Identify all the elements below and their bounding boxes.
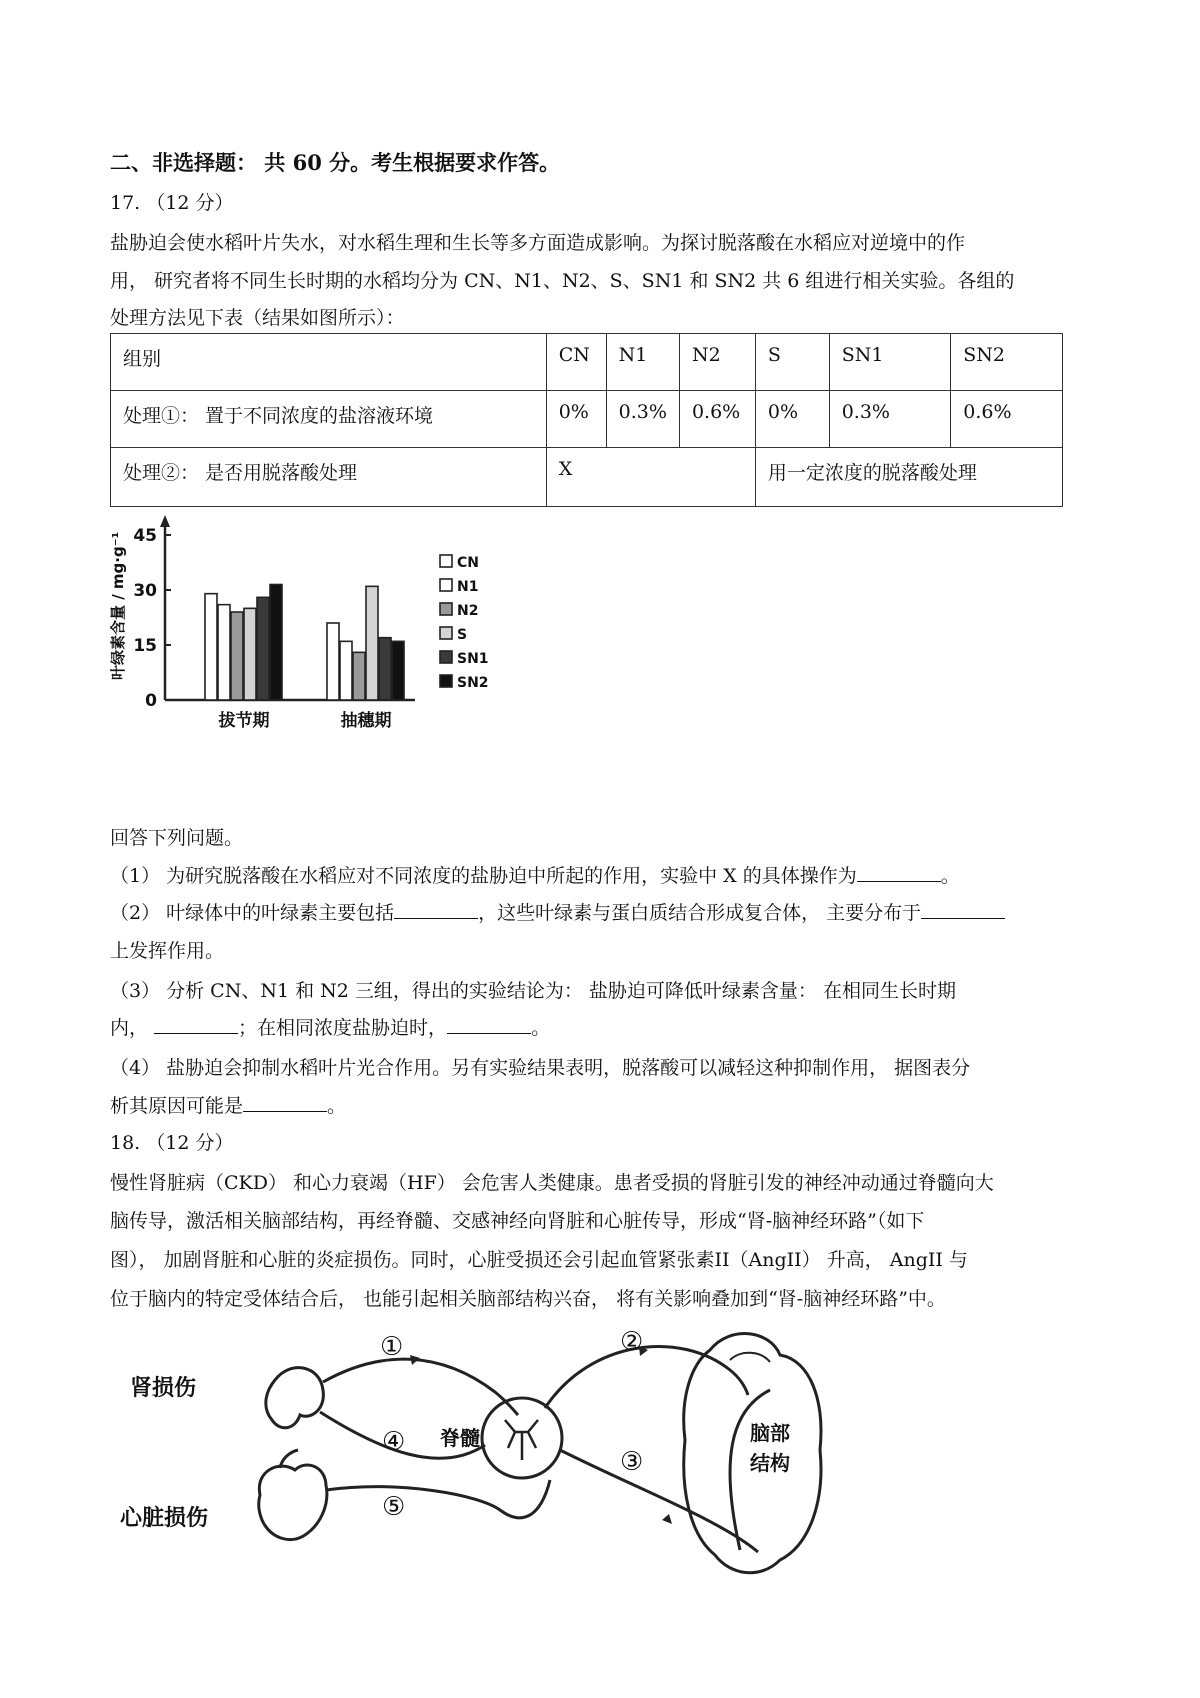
chlorophyll-bar-chart — [105, 515, 545, 805]
bar-S-1 — [366, 586, 378, 700]
y-axis-label: 叶绿素含量 / mg·g⁻¹ — [109, 531, 127, 680]
table-cell: 0% — [755, 391, 829, 448]
q17-intro-1: 盐胁迫会使水稻叶片失水，对水稻生理和生长等多方面造成影响。为探讨脱落酸在水稻应对逆境中的作 — [110, 232, 966, 254]
legend-label-SN1: SN1 — [457, 651, 489, 667]
path-label-4: ④ — [382, 1427, 406, 1457]
q17-intro-2: 用， 研究者将不同生长时期的水稻均分为 CN、N1、N2、S、SN1 和 SN2 共 6 组进行相关实验。各组的 — [110, 270, 1015, 292]
table-cell: 处理①： 置于不同浓度的盐溶液环境 — [111, 391, 547, 448]
question-2-cont: 上发挥作用。 — [110, 940, 225, 962]
table-cell: CN — [546, 334, 606, 391]
brain-label-1: 脑部 — [750, 1421, 790, 1445]
legend-swatch-CN — [440, 555, 452, 567]
answer-blank[interactable] — [921, 900, 1005, 919]
q17-intro-3: 处理方法见下表（结果如图所示）： — [110, 307, 405, 329]
table-row — [111, 334, 1063, 391]
question-text: ，这些叶绿素与蛋白质结合形成复合体， 主要分布于 — [478, 902, 922, 924]
bar-CN-0 — [205, 594, 217, 700]
table-cell: S — [755, 334, 829, 391]
path-label-5: ⑤ — [382, 1492, 406, 1522]
table-row — [111, 391, 1063, 448]
question-text: （2） 叶绿体中的叶绿素主要包括 — [110, 902, 395, 924]
y-axis-arrow — [160, 515, 170, 527]
table-cell: SN1 — [829, 334, 951, 391]
q18-number: 18. （12 分） — [110, 1132, 234, 1154]
table-cell: X — [546, 448, 755, 507]
answer-blank[interactable] — [447, 1015, 531, 1034]
q18-text-3: 图）， 加剧肾脏和心脏的炎症损伤。同时，心脏受损还会引起血管紧张素II（AngII） 升高， AngII 与 — [110, 1249, 968, 1271]
bar-SN2-0 — [270, 585, 282, 701]
kidney-label: 肾损伤 — [130, 1376, 197, 1401]
question-text: 析其原因可能是 — [110, 1095, 244, 1117]
question-4: （4） 盐胁迫会抑制水稻叶片光合作用。另有实验结果表明，脱落酸可以减轻这种抑制作用， 据图表分 — [110, 1057, 971, 1079]
bar-N2-1 — [353, 652, 365, 700]
y-tick-label: 0 — [145, 691, 157, 711]
question-text: （1） 为研究脱落酸在水稻应对不同浓度的盐胁迫中所起的作用，实验中 X 的具体操作为 — [110, 865, 857, 887]
bar-N1-0 — [218, 605, 230, 700]
question-text: ；在相同浓度盐胁迫时， — [238, 1017, 448, 1039]
answer-blank[interactable] — [243, 1093, 327, 1112]
table-cell: 0.6% — [679, 391, 755, 448]
question-4-cont — [110, 1093, 346, 1119]
table-cell: 处理②： 是否用脱落酸处理 — [111, 448, 547, 507]
question-3: （3） 分析 CN、N1 和 N2 三组，得出的实验结论为： 盐胁迫可降低叶绿素含量： 在相同生长时期 — [110, 980, 956, 1002]
q18-text-1: 慢性肾脏病（CKD） 和心力衰竭（HF） 会危害人类健康。患者受损的肾脏引发的神经冲动通过脊髓向大 — [110, 1172, 994, 1194]
question-text: 。 — [327, 1095, 347, 1117]
table-cell: 0% — [546, 391, 606, 448]
answer-prompt: 回答下列问题。 — [110, 827, 244, 849]
legend-label-SN2: SN2 — [457, 675, 489, 691]
legend-swatch-SN2 — [440, 675, 452, 687]
answer-blank[interactable] — [857, 863, 941, 882]
y-tick-label: 30 — [133, 581, 157, 601]
bar-SN1-0 — [257, 597, 269, 700]
q17-number: 17. （12 分） — [110, 192, 234, 214]
bar-SN1-1 — [379, 638, 391, 700]
legend-swatch-S — [440, 627, 452, 639]
x-category-label: 抽穗期 — [340, 711, 392, 731]
y-tick-label: 45 — [133, 526, 157, 546]
table-cell: N2 — [679, 334, 755, 391]
section-title: 二、非选择题： 共 60 分。考生根据要求作答。 — [110, 150, 561, 175]
table-cell: 用一定浓度的脱落酸处理 — [755, 448, 1062, 507]
table-row — [111, 448, 1063, 507]
table-cell: 0.6% — [951, 391, 1063, 448]
legend-label-N1: N1 — [457, 579, 479, 595]
kidney-brain-circuit-diagram — [120, 1320, 840, 1580]
y-tick-label: 15 — [133, 636, 157, 656]
spinal-label: 脊髓 — [440, 1426, 480, 1450]
question-3-cont — [110, 1015, 550, 1041]
q18-text-2: 脑传导，激活相关脑部结构，再经脊髓、交感神经向肾脏和心脏传导，形成“肾-脑神经环路”（如下 — [110, 1210, 925, 1232]
heart-shape — [259, 1465, 327, 1540]
legend-swatch-N1 — [440, 579, 452, 591]
table-cell: 0.3% — [606, 391, 679, 448]
answer-blank[interactable] — [154, 1015, 238, 1034]
bar-S-0 — [244, 608, 256, 700]
legend-swatch-SN1 — [440, 651, 452, 663]
brain-label-2: 结构 — [750, 1451, 790, 1475]
table-cell: 0.3% — [829, 391, 951, 448]
kidney-shape — [266, 1368, 324, 1428]
treatment-table — [110, 333, 1063, 507]
question-2 — [110, 900, 1005, 926]
path-label-3: ③ — [620, 1447, 644, 1477]
path-label-1: ① — [380, 1332, 404, 1362]
question-text: 。 — [531, 1017, 551, 1039]
bar-N1-1 — [340, 641, 352, 700]
answer-blank[interactable] — [394, 900, 478, 919]
legend-label-CN: CN — [457, 555, 479, 571]
heart-label: 心脏损伤 — [120, 1506, 209, 1531]
table-cell: N1 — [606, 334, 679, 391]
path-label-2: ② — [620, 1327, 644, 1357]
table-cell: SN2 — [951, 334, 1063, 391]
q18-text-4: 位于脑内的特定受体结合后， 也能引起相关脑部结构兴奋， 将有关影响叠加到“肾-脑神经环路”中。 — [110, 1288, 946, 1310]
legend-label-S: S — [457, 627, 468, 643]
table-cell: 组别 — [111, 334, 547, 391]
bar-N2-0 — [231, 612, 243, 700]
bar-CN-1 — [327, 623, 339, 700]
legend-label-N2: N2 — [457, 603, 479, 619]
question-text: 。 — [940, 865, 960, 887]
x-category-label: 拔节期 — [218, 711, 270, 731]
question-text: 内， — [110, 1017, 155, 1039]
legend-swatch-N2 — [440, 603, 452, 615]
bar-SN2-1 — [392, 641, 404, 700]
question-1 — [110, 863, 960, 889]
